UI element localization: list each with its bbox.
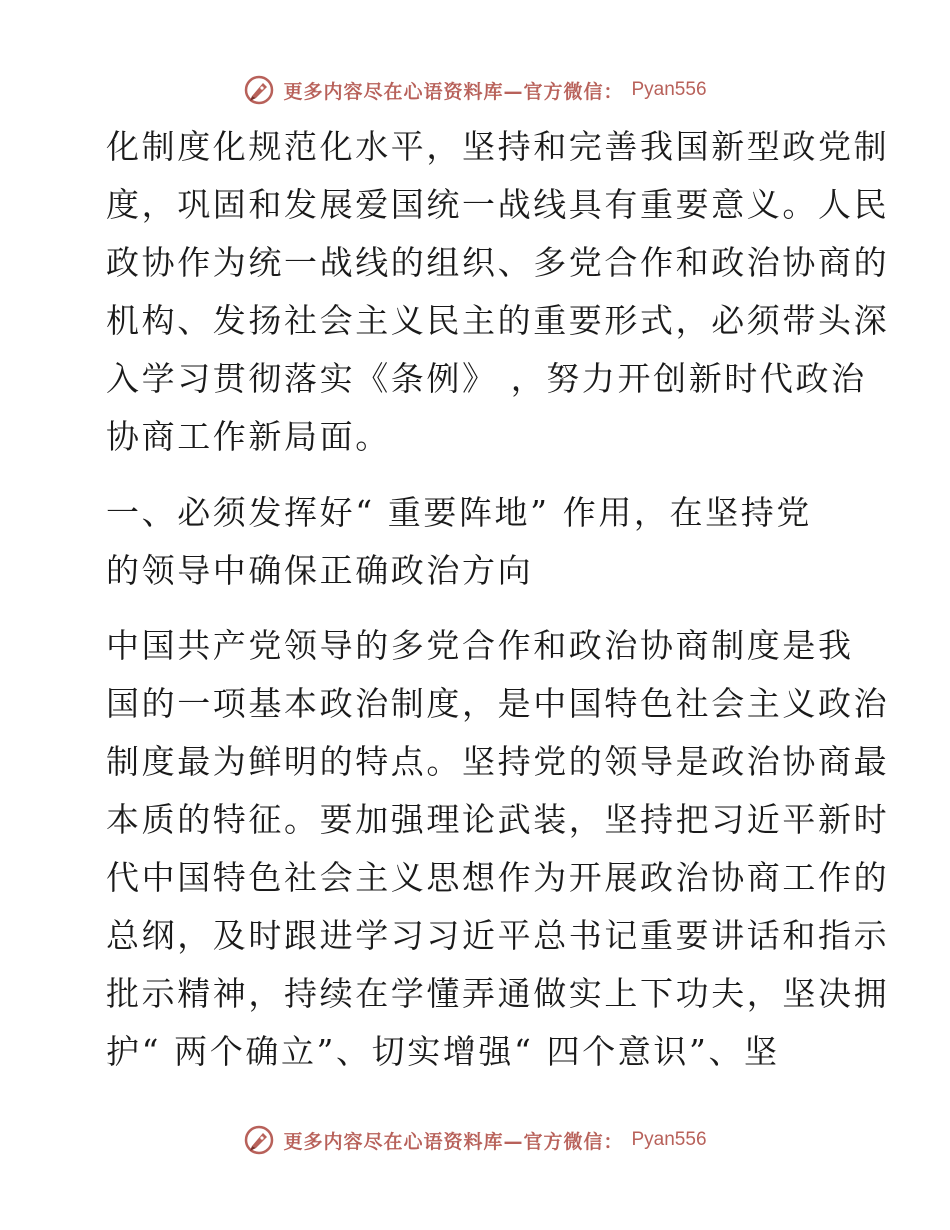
paragraph-3 (106, 617, 890, 1081)
heading-line: 的领导中确保正确政治方向 (106, 551, 534, 590)
text-line: 协商工作新局面。 (106, 417, 391, 456)
section-heading (106, 484, 851, 600)
text-line: 护“ 两个确立”、切实增强“ 四个意识”、坚 (106, 1032, 780, 1071)
header-wechat-id: Pyan556 (631, 79, 707, 100)
text-line: 化制度化规范化水平，坚持和完善我国新型政党制 (106, 127, 890, 166)
text-line: 中国共产党领导的多党合作和政治协商制度是我 (106, 626, 854, 665)
footer-wechat-id: Pyan556 (631, 1129, 707, 1150)
footer-banner (0, 1120, 950, 1160)
paragraph-1 (106, 118, 890, 466)
header-banner (0, 70, 950, 110)
footer-banner-text: 更多内容尽在心语资料库—官方微信： (283, 1130, 624, 1153)
text-line: 机构、发扬社会主义民主的重要形式，必须带头深 (106, 301, 890, 340)
text-line: 本质的特征。要加强理论武装，坚持把习近平新时 (106, 800, 890, 839)
text-line: 国的一项基本政治制度，是中国特色社会主义政治 (106, 684, 890, 723)
pen-nib-logo-icon (243, 74, 275, 106)
text-line: 政协作为统一战线的组织、多党合作和政治协商的 (106, 243, 890, 282)
heading-line: 一、必须发挥好“ 重要阵地” 作用，在坚持党 (106, 493, 812, 532)
header-banner-text: 更多内容尽在心语资料库—官方微信： (283, 80, 624, 103)
text-line: 度，巩固和发展爱国统一战线具有重要意义。人民 (106, 185, 890, 224)
pen-nib-logo-icon (243, 1124, 275, 1156)
text-line: 入学习贯彻落实《条例》 ，努力开创新时代政治 (106, 359, 867, 398)
text-line: 制度最为鲜明的特点。坚持党的领导是政治协商最 (106, 742, 890, 781)
text-line: 总纲，及时跟进学习习近平总书记重要讲话和指示 (106, 916, 890, 955)
text-line: 代中国特色社会主义思想作为开展政治协商工作的 (106, 858, 890, 897)
text-line: 批示精神，持续在学懂弄通做实上下功夫，坚决拥 (106, 974, 890, 1013)
